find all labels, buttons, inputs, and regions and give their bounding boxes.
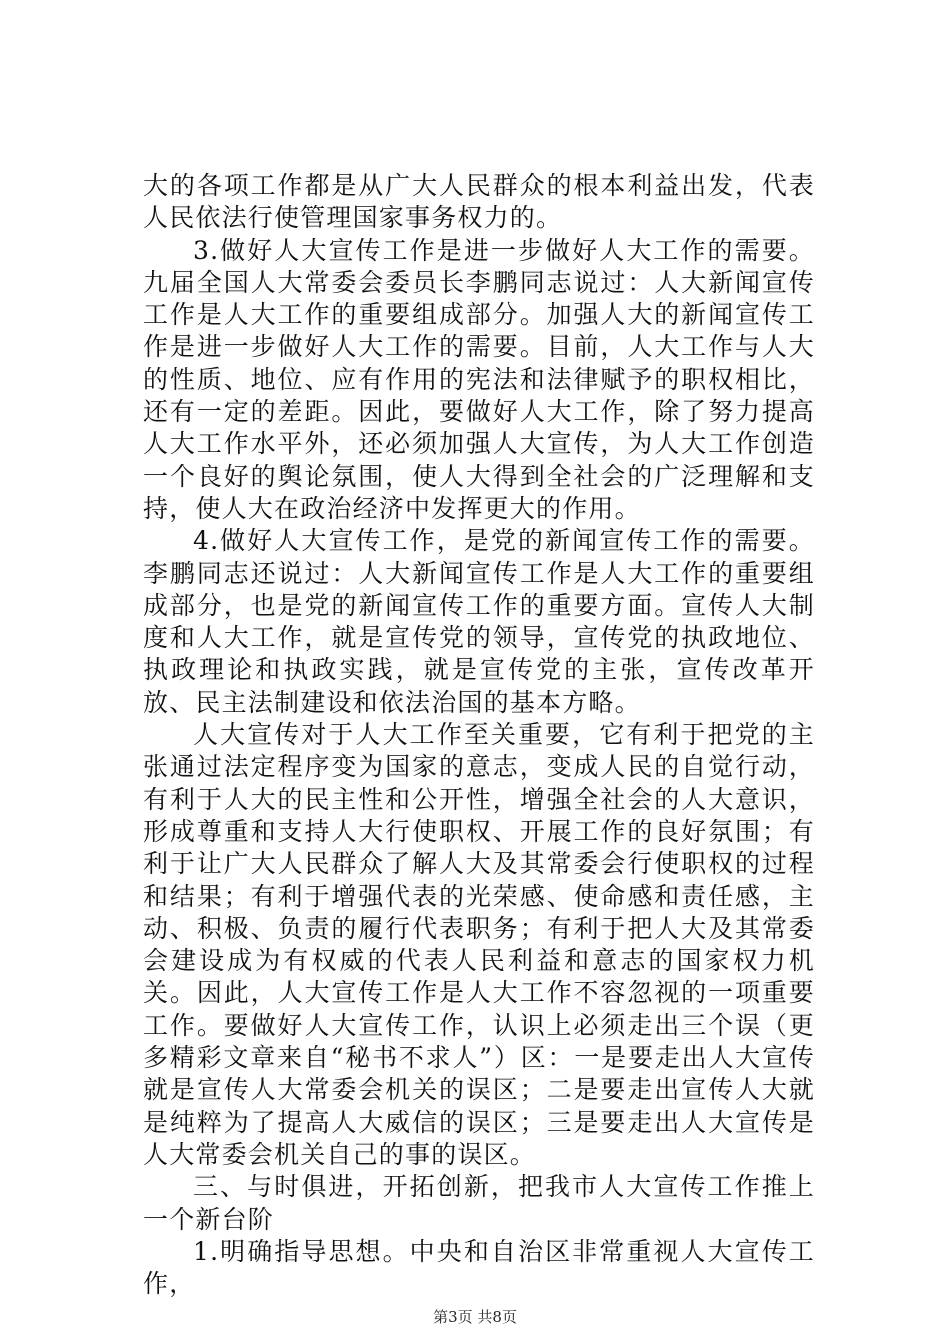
paragraph-guiding-thought: 1.明确指导思想。中央和自治区非常重视人大宣传工作，	[143, 1236, 815, 1299]
paragraph-point-4: 4.做好人大宣传工作，是党的新闻宣传工作的需要。李鹏同志还说过：人大新闻宣传工作是人大工作的重要组成部分，也是党的新闻宣传工作的重要方面。宣传人大制度和人大工作，就是宣传党的领导，宣传党的执政地位、执政理论和执政实践，就是宣传党的主张，宣传改革开放、民主法制建设和依法治国的基本方略。	[143, 526, 815, 717]
paragraph-importance: 人大宣传对于人大工作至关重要，它有利于把党的主张通过法定程序变为国家的意志，变成人民的自觉行动，有利于人大的民主性和公开性，增强全社会的人大意识，形成尊重和支持人大行使职权、开展工作的良好氛围；有利于让广大人民群众了解人大及其常委会行使职权的过程和结果；有利于增强代表的光荣感、使命感和责任感，主动、积极、负责的履行代表职务；有利于把人大及其常委会建设成为有权威的代表人民利益和意志的国家权力机关。因此，人大宣传工作是人大工作不容忽视的一项重要工作。要做好人大宣传工作，认识上必须走出三个误（更多精彩文章来自“秘书不求人”）区：一是要走出人大宣传就是宣传人大常委会机关的误区；二是要走出宣传人大就是纯粹为了提高人大威信的误区；三是要走出人大宣传是人大常委会机关自己的事的误区。	[143, 720, 815, 1169]
page-number-footer: 第3页 共8页	[433, 1308, 517, 1326]
paragraph-continuation: 大的各项工作都是从广大人民群众的根本利益出发，代表人民依法行使管理国家事务权力的。	[143, 171, 815, 233]
paragraph-point-3: 3.做好人大宣传工作是进一步做好人大工作的需要。九届全国人大常委会委员长李鹏同志说过：人大新闻宣传工作是人大工作的重要组成部分。加强人大的新闻宣传工作是进一步做好人大工作的需要。目前，人大工作与人大的性质、地位、应有作用的宪法和法律赋予的职权相比，还有一定的差距。因此，要做好人大工作，除了努力提高人大工作水平外，还必须加强人大宣传，为人大工作创造一个良好的舆论氛围，使人大得到全社会的广泛理解和支持，使人大在政治经济中发挥更大的作用。	[143, 235, 815, 523]
section-heading-three: 三、与时俱进，开拓创新，把我市人大宣传工作推上一个新台阶	[143, 1172, 815, 1234]
body-text	[143, 170, 815, 1300]
